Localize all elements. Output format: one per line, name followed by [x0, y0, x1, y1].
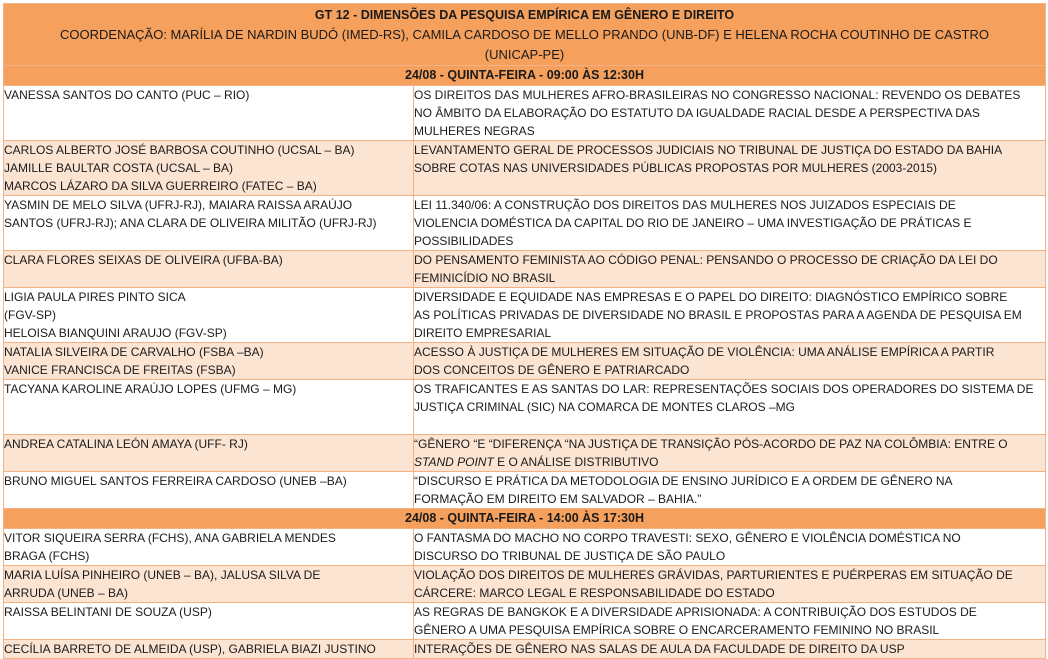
paper-title-line: FEMINICÍDIO NO BRASIL: [414, 271, 556, 285]
author-line: JAMILLE BAULTAR COSTA (UCSAL – BA): [4, 161, 233, 175]
paper-title-cell: [414, 86, 1046, 141]
paper-title-line: DO PENSAMENTO FEMINISTA AO CÓDIGO PENAL: PENSANDO O PROCESSO DE CRIAÇÃO DA LEI DO: [414, 253, 998, 267]
session-body: [4, 86, 1046, 509]
author-line: ANDREA CATALINA LEÓN AMAYA (UFF- RJ): [4, 437, 248, 451]
session-label: 24/08 - QUINTA-FEIRA - 09:00 ÀS 12:30H: [4, 66, 1046, 86]
authors-cell: [4, 603, 414, 640]
header-row: [4, 4, 1046, 66]
authors-cell: [4, 435, 414, 472]
authors-cell: [4, 196, 414, 251]
authors-cell: [4, 288, 414, 343]
author-line: SANTOS (UFRJ-RJ); ANA CLARA DE OLIVEIRA MILITÃO (UFRJ-RJ): [4, 216, 377, 230]
paper-title-line: CÁRCERE: MARCO LEGAL E RESPONSABILIDADE DO ESTADO: [414, 586, 775, 600]
paper-title-line: MULHERES NEGRAS: [414, 124, 535, 138]
paper-title-line: JUSTIÇA CRIMINAL (SIC) NA COMARCA DE MONTES CLAROS –MG: [414, 400, 795, 414]
presentation-row: [4, 566, 1046, 603]
author-line: RAISSA BELINTANI DE SOUZA (USP): [4, 605, 212, 619]
group-title: GT 12 - DIMENSÕES DA PESQUISA EMPÍRICA EM GÊNERO E DIREITO: [314, 8, 735, 22]
session-row: [4, 66, 1046, 86]
presentation-row: [4, 141, 1046, 196]
paper-title-line: [414, 416, 1045, 434]
paper-title-line: LEI 11.340/06: A CONSTRUÇÃO DOS DIREITOS DAS MULHERES NOS JUIZADOS ESPECIAIS DE: [414, 198, 956, 212]
presentation-row: [4, 288, 1046, 343]
paper-title-cell: [414, 380, 1046, 435]
paper-title-cell: [414, 566, 1046, 603]
paper-title-line: DOS CONCEITOS DE GÊNERO E PATRIARCADO: [414, 363, 690, 377]
author-line: ARRUDA (UNEB – BA): [4, 586, 129, 600]
author-line: TACYANA KAROLINE ARAÚJO LOPES (UFMG – MG): [4, 382, 297, 396]
paper-title-cell: [414, 196, 1046, 251]
author-line: CLARA FLORES SEIXAS DE OLIVEIRA (UFBA-BA): [4, 253, 283, 267]
coordination-line: (UNICAP-PE): [484, 47, 565, 62]
paper-title-cell: [414, 529, 1046, 566]
paper-title-line: AS POLÍTICAS PRIVADAS DE DIVERSIDADE NO BRASIL E PROPOSTAS PARA A AGENDA DE PESQUISA EM: [414, 308, 1022, 322]
paper-title-line: DISCURSO DO TRIBUNAL DE JUSTIÇA DE SÃO PAULO: [414, 549, 726, 563]
authors-cell: [4, 343, 414, 380]
paper-title-cell: [414, 141, 1046, 196]
paper-title-line: “DISCURSO E PRÁTICA DA METODOLOGIA DE ENSINO JURÍDICO E A ORDEM DE GÊNERO NA: [414, 474, 953, 488]
presentation-row: [4, 603, 1046, 640]
paper-title-line: OS TRAFICANTES E AS SANTAS DO LAR: REPRESENTAÇÕES SOCIAIS DOS OPERADORES DO SISTEMA DE: [414, 382, 1034, 396]
coordination-line: COORDENAÇÃO: MARÍLIA DE NARDIN BUDÓ (IMED-RS), CAMILA CARDOSO DE MELLO PRANDO (UNB-DF) E HELENA ROCHA COUTINHO DE CASTRO: [60, 27, 989, 42]
author-line: VANICE FRANCISCA DE FREITAS (FSBA): [4, 363, 236, 377]
session-body: [4, 529, 1046, 659]
authors-cell: [4, 86, 414, 141]
session-row: [4, 509, 1046, 529]
session-label: 24/08 - QUINTA-FEIRA - 14:00 ÀS 17:30H: [4, 509, 1046, 529]
presentation-row: [4, 196, 1046, 251]
paper-title-line: LEVANTAMENTO GERAL DE PROCESSOS JUDICIAIS NO TRIBUNAL DE JUSTIÇA DO ESTADO DA BAHIA: [414, 143, 1003, 157]
paper-title-line: [414, 453, 1045, 471]
paper-title-line: VIOLENCIA DOMÉSTICA DA CAPITAL DO RIO DE JANEIRO – UMA INVESTIGAÇÃO DE PRÁTICAS E: [414, 216, 972, 230]
schedule-table: [3, 3, 1046, 659]
paper-title-cell: [414, 472, 1046, 509]
author-line: CARLOS ALBERTO JOSÉ BARBOSA COUTINHO (UCSAL – BA): [4, 143, 355, 157]
author-line: VANESSA SANTOS DO CANTO (PUC – RIO): [4, 88, 250, 102]
paper-title-line: POSSIBILIDADES: [414, 234, 514, 248]
author-line: HELOISA BIANQUINI ARAUJO (FGV-SP): [4, 326, 227, 340]
authors-cell: [4, 141, 414, 196]
paper-title-line: GÊNERO A UMA PESQUISA EMPÍRICA SOBRE O ENCARCERAMENTO FEMININO NO BRASIL: [414, 623, 940, 637]
presentation-row: [4, 529, 1046, 566]
paper-title-line: INTERAÇÕES DE GÊNERO NAS SALAS DE AULA DA FACULDADE DE DIREITO DA USP: [414, 642, 905, 656]
author-line: MARIA LUÍSA PINHEIRO (UNEB – BA), JALUSA SILVA DE: [4, 568, 321, 582]
author-line: MARCOS LÁZARO DA SILVA GUERREIRO (FATEC – BA): [4, 179, 317, 193]
presentation-row: [4, 343, 1046, 380]
header-cell: [4, 4, 1046, 66]
paper-title-line: DIREITO EMPRESARIAL: [414, 326, 552, 340]
authors-cell: [4, 529, 414, 566]
paper-title-rest: E O ANÁLISE DISTRIBUTIVO: [493, 455, 659, 469]
paper-title-line: FORMAÇÃO EM DIREITO EM SALVADOR – BAHIA.”: [414, 492, 702, 506]
paper-title-line: DIVERSIDADE E EQUIDADE NAS EMPRESAS E O PAPEL DO DIREITO: DIAGNÓSTICO EMPÍRICO SOBRE: [414, 290, 1008, 304]
authors-cell: [4, 380, 414, 435]
presentation-row: [4, 435, 1046, 472]
author-line: LIGIA PAULA PIRES PINTO SICA: [4, 290, 186, 304]
paper-title-line: OS DIREITOS DAS MULHERES AFRO-BRASILEIRAS NO CONGRESSO NACIONAL: REVENDO OS DEBATES: [414, 88, 1021, 102]
author-line: NATALIA SILVEIRA DE CARVALHO (FSBA –BA): [4, 345, 264, 359]
paper-title-line: ACESSO À JUSTIÇA DE MULHERES EM SITUAÇÃO DE VIOLÊNCIA: UMA ANÁLISE EMPÍRICA A PARTIR: [414, 345, 995, 359]
paper-title-line: O FANTASMA DO MACHO NO CORPO TRAVESTI: SEXO, GÊNERO E VIOLÊNCIA DOMÉSTICA NO: [414, 531, 961, 545]
presentation-row: [4, 251, 1046, 288]
authors-cell: [4, 566, 414, 603]
author-line: (FGV-SP): [4, 308, 57, 322]
paper-title-cell: [414, 343, 1046, 380]
paper-title-cell: [414, 288, 1046, 343]
paper-title-line: AS REGRAS DE BANGKOK E A DIVERSIDADE APRISIONADA: A CONTRIBUIÇÃO DOS ESTUDOS DE: [414, 605, 977, 619]
paper-title-cell: [414, 603, 1046, 640]
author-line: CECÍLIA BARRETO DE ALMEIDA (USP), GABRIELA BIAZI JUSTINO: [4, 642, 376, 656]
presentation-row: [4, 380, 1046, 435]
presentation-row: [4, 86, 1046, 141]
paper-title-italic: STAND POINT: [414, 455, 494, 469]
author-line: BRUNO MIGUEL SANTOS FERREIRA CARDOSO (UNEB –BA): [4, 474, 347, 488]
paper-title-line: “GÊNERO “E “DIFERENÇA “NA JUSTIÇA DE TRANSIÇÃO PÓS-ACORDO DE PAZ NA COLÔMBIA: ENTRE O: [414, 437, 1008, 451]
authors-cell: [4, 251, 414, 288]
author-line: YASMIN DE MELO SILVA (UFRJ-RJ), MAIARA RAISSA ARAÚJO: [4, 198, 353, 212]
paper-title-line: VIOLAÇÃO DOS DIREITOS DE MULHERES GRÁVIDAS, PARTURIENTES E PUÉRPERAS EM SITUAÇÃO DE: [414, 568, 1013, 582]
paper-title-line: NO ÂMBITO DA ELABORAÇÃO DO ESTATUTO DA IGUALDADE RACIAL DESDE A PERSPECTIVA DAS: [414, 106, 980, 120]
presentation-row: [4, 472, 1046, 509]
author-line: VITOR SIQUEIRA SERRA (FCHS), ANA GABRIELA MENDES: [4, 531, 336, 545]
paper-title-line: SOBRE COTAS NAS UNIVERSIDADES PÚBLICAS PROPOSTAS POR MULHERES (2003-2015): [414, 161, 938, 175]
paper-title-cell: [414, 435, 1046, 472]
authors-cell: [4, 472, 414, 509]
author-line: BRAGA (FCHS): [4, 549, 90, 563]
paper-title-cell: [414, 251, 1046, 288]
